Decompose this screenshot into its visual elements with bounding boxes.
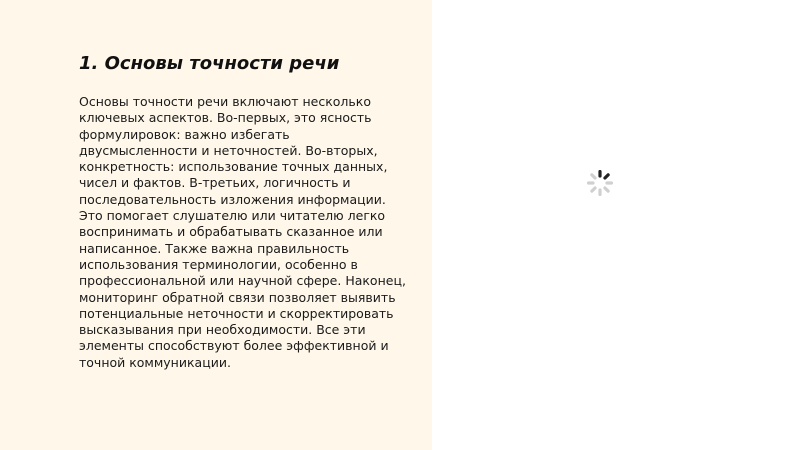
spinner-segment	[605, 175, 608, 178]
slide-body-text: Основы точности речи включают несколько ключевых аспектов. Во-первых, это ясность формулировок: важно избегать двусмысленности и неточностей. Во-вторых, конкретность: использование точных данных, чисел и фактов. В-третьих, логичность и последовательность изложения информации. Это помогает слушателю или читателю легко воспринимать и обрабатывать сказанное или написанное. Также важна правильность использования терминологии, особенно в профессиональной или научной сфере. Наконец, мониторинг обратной связи позволяет выявить потенциальные неточности и скорректировать высказывания при необходимости. Все эти элементы способствуют более эффективной и точной коммуникации.	[79, 94, 406, 370]
slide-title: 1. Основы точности речи	[79, 53, 340, 74]
spinner-segment	[605, 188, 608, 191]
image-panel	[432, 0, 800, 450]
spinner-segment	[592, 188, 595, 191]
loading-spinner-icon	[587, 170, 613, 196]
spinner-segment	[592, 175, 595, 178]
